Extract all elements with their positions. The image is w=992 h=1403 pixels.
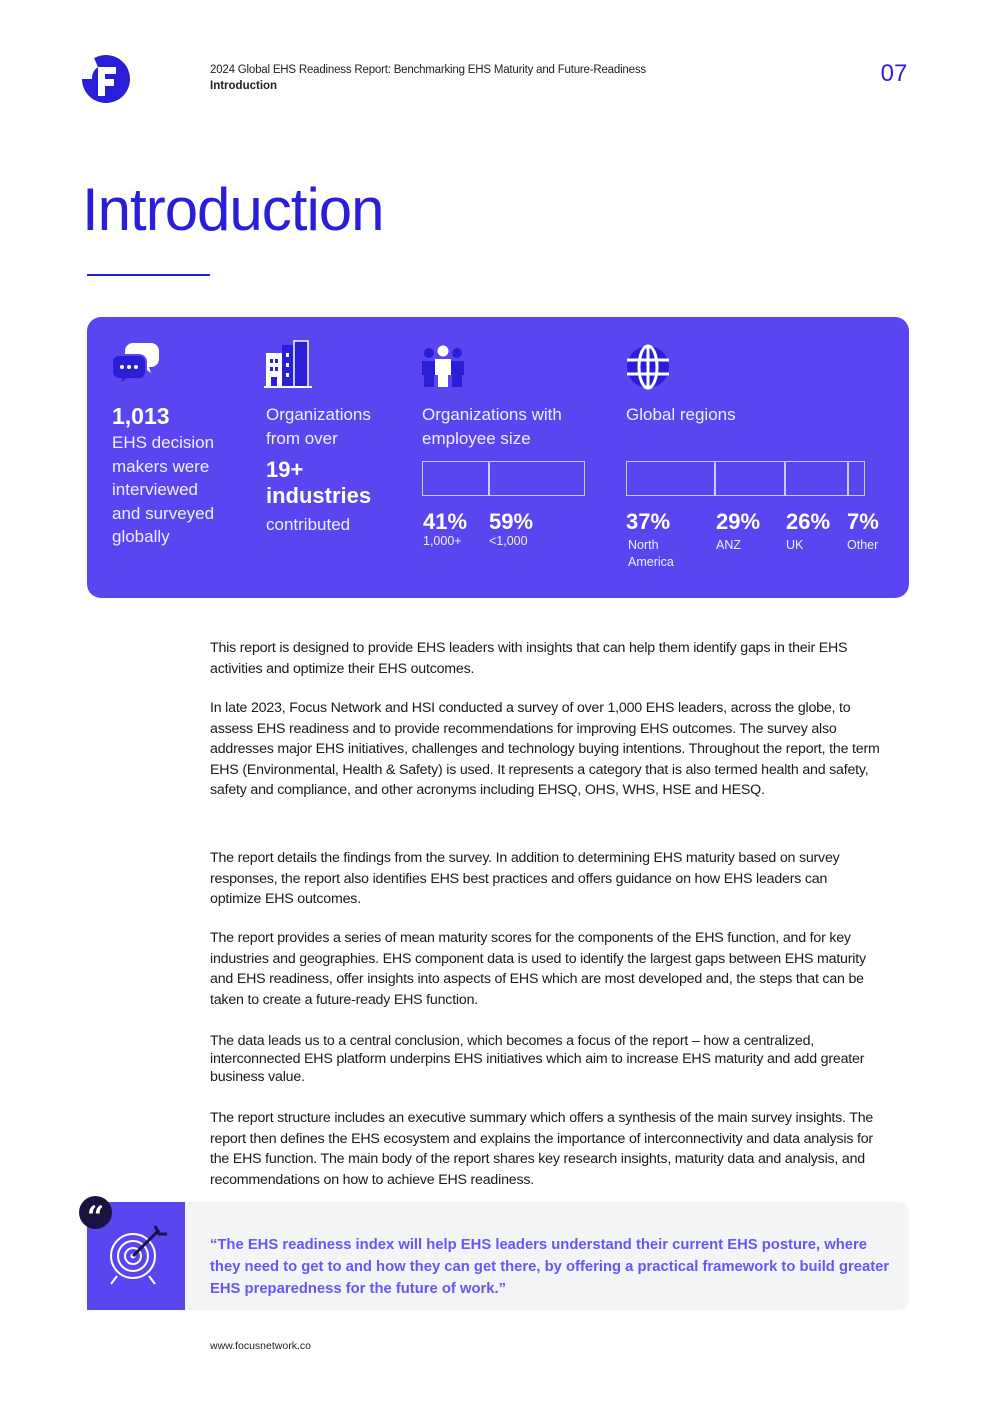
employee-pct-large: 41% [423,509,468,534]
focus-network-logo [80,53,132,105]
text-line: EHS decision [112,433,215,452]
text-line: and surveyed [112,503,215,523]
region-bar-segment-3 [848,461,865,496]
quote-mark-icon: “ [79,1196,112,1229]
interviews-text [112,431,214,549]
buildings-icon [264,339,312,389]
region-bar-segment-2 [785,461,848,496]
chat-bubbles-icon [111,339,161,387]
region-bar-segment-1 [715,461,785,496]
interviews-number: 1,013 [112,403,170,429]
footer-url: www.focusnetwork.co [210,1340,311,1352]
text-line: from over [266,428,338,448]
report-title: 2024 Global EHS Readiness Report: Benchmarking EHS Maturity and Future-Readiness [210,64,646,76]
page-title: Introduction [82,176,384,243]
paragraph-text: The data leads us to a central conclusion, which becomes a focus of the report – how a centralized, interconnected EHS platform underpins EHS initiatives which aim to increase EHS maturity and add greater business value. [210,1033,865,1085]
paragraph-text: The report details the findings from the survey. In addition to determining EHS maturity based on survey responses, the report also identifies EHS best practices and offers guidance on how EHS leaders can optimize EHS outcomes. [210,850,840,907]
paragraph [210,1032,880,1086]
text-line: Organizations with [422,405,562,424]
region-pct-north-america: 37% [626,509,671,534]
text-line: employee size [422,428,531,448]
region-pct-uk: 26% [786,509,831,534]
industries-outro: contributed [266,515,351,534]
region-pct-anz: 29% [716,509,761,534]
title-underline [87,274,210,276]
employee-size-label [422,403,562,450]
paragraph-text: The report structure includes an executive summary which offers a synthesis of the main survey insights. The report then defines the EHS ecosystem and explains the importance of interconnectivity and data analysis for the EHS function. The main body of the report shares key research insights, maturity data and analysis, and recommendations on how to achieve EHS readiness. [210,1110,874,1188]
people-icon [420,345,466,389]
quote-text: “The EHS readiness index will help EHS leaders understand their current EHS posture, where they need to get to and how they can get there, by offering a practical framework to build greater EHS preparedness for the future of work.” [210,1237,890,1297]
region-pct-other: 7% [847,509,879,534]
regions-label: Global regions [626,405,736,424]
employee-pct-small: 59% [489,509,534,534]
stats-panel [87,317,909,598]
section-name: Introduction [210,80,278,92]
paragraph-text: The report provides a series of mean maturity scores for the components of the EHS function, and for key industries and geographies. EHS component data is used to identify the largest gaps between EHS maturity and EHS readiness, offer insights into aspects of EHS which are most developed and, the steps that can be taken to create a future-ready EHS function. [210,930,866,1008]
paragraph [210,928,880,1010]
industries-intro [266,403,371,450]
paragraph [210,1108,880,1190]
text-line: America [628,555,674,569]
text-line: makers were [112,456,210,476]
paragraph [210,848,880,910]
region-label-other: Other [847,538,879,552]
page-number: 07 [880,60,908,87]
region-label-anz: ANZ [716,538,741,552]
industries-number [266,457,371,509]
text-line: 19+ [266,457,304,482]
employee-label-large: 1,000+ [423,534,462,548]
globe-icon [625,344,671,390]
region-label-north-america [628,537,674,571]
paragraph [210,638,880,679]
employee-bar-segment-0 [422,461,489,496]
employee-label-small: <1,000 [489,534,528,548]
target-icon [105,1222,167,1288]
paragraph-text: In late 2023, Focus Network and HSI conducted a survey of over 1,000 EHS leaders, across the globe, to assess EHS readiness and to provide recommendations for improving EHS outcomes. The survey also addresses major EHS initiatives, challenges and technology buying intentions. Throughout the report, the term EHS (Environmental, Health & Safety) is used. It represents a category that is also termed health and safety, safety and compliance, and other acronyms including EHSQ, OHS, WHS, HSE and HESQ. [210,700,880,798]
paragraph-text: This report is designed to provide EHS leaders with insights that can help them identify gaps in their EHS activities and optimize their EHS outcomes. [210,640,848,677]
text-line: interviewed [112,480,198,499]
text-line: North [628,538,659,552]
employee-bar-segment-1 [489,461,585,496]
text-line: globally [112,527,170,546]
region-bar-segment-0 [626,461,715,496]
region-label-uk: UK [786,538,804,552]
paragraph [210,698,880,801]
text-line: Organizations [266,405,371,424]
text-line: industries [266,483,372,508]
